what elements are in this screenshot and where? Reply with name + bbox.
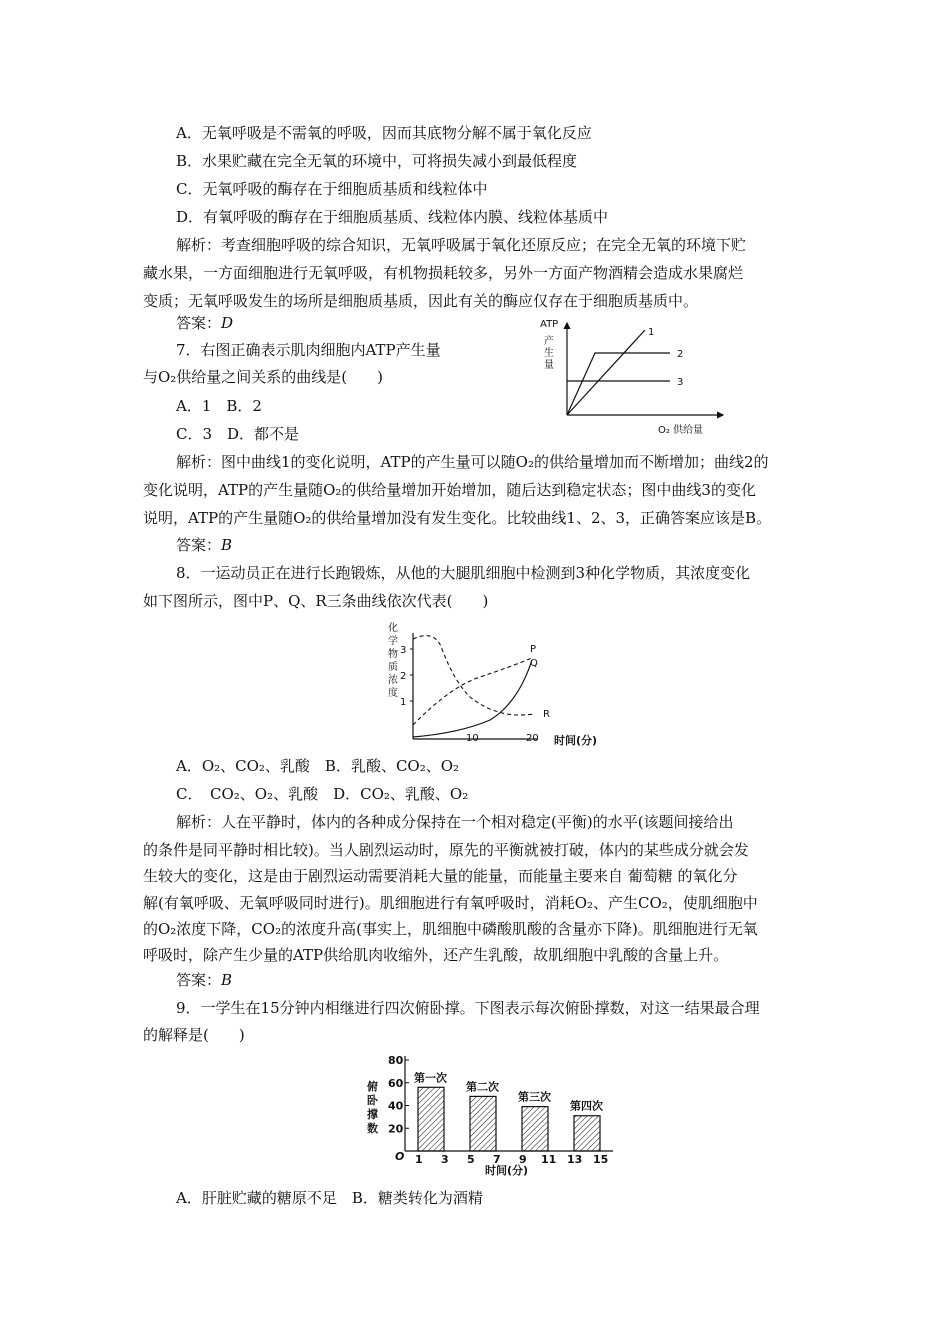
curve-label-r: R: [543, 709, 550, 720]
y-axis-label: 量: [544, 360, 554, 371]
answer-label: 答案：: [176, 971, 222, 989]
y-tick-label: 60: [388, 1076, 404, 1090]
x-tick-label: 15: [593, 1153, 609, 1166]
q7-question-line: 与O₂供给量之间关系的曲线是( ): [143, 368, 384, 386]
y-axis-label-char: 卧: [367, 1094, 378, 1107]
q8-analysis-line: 呼吸时，除产生少量的ATP供给肌肉收缩外，还产生乳酸，故肌细胞中乳酸的含量上升。: [143, 946, 729, 964]
q8-analysis-line: 解(有氧呼吸、无氧呼吸同时进行)。肌细胞进行有氧呼吸时，消耗O₂、产生CO₂，使肌细胞中: [143, 894, 758, 912]
q7-analysis-line: 变化说明，ATP的产生量随O₂的供给量增加开始增加，随后达到稳定状态；图中曲线3的变化: [143, 481, 756, 499]
answer-value: B: [221, 971, 233, 989]
q6-option-a: A．无氧呼吸是不需氧的呼吸，因而其底物分解不属于氧化反应: [176, 124, 592, 142]
x-axis-label: 时间(分): [485, 1164, 529, 1177]
y-tick-label: 40: [388, 1099, 404, 1113]
q6-analysis-line: 藏水果，一方面细胞进行无氧呼吸，有机物损耗较多，另外一方面产物酒精会造成水果腐烂: [143, 264, 744, 282]
bar-4: [574, 1116, 600, 1151]
curve-label-2: 2: [677, 349, 684, 360]
y-tick-label: 3: [400, 645, 407, 656]
y-axis-label: 度: [388, 688, 398, 699]
q9-question-line: 9．一学生在15分钟内相继进行四次俯卧撑。下图表示每次俯卧撑数，对这一结果最合理: [176, 999, 760, 1017]
pushup-bar-chart: [355, 1048, 635, 1180]
y-axis-label: 产: [544, 336, 554, 347]
q8-question-line: 8．一运动员正在进行长跑锻炼，从他的大腿肌细胞中检测到3种化学物质，其浓度变化: [176, 564, 751, 582]
q9-options: A．肝脏贮藏的糖原不足 B．糖类转化为酒精: [176, 1189, 483, 1207]
q8-analysis-line: 的条件是同平静时相比较)。当人剧烈运动时，原先的平衡就被打破，体内的某些成分就会发: [143, 841, 749, 859]
x-tick-label: 5: [467, 1153, 475, 1166]
q8-answer: [176, 970, 232, 990]
x-tick-label: 3: [441, 1153, 449, 1166]
y-tick-label: 2: [400, 671, 407, 682]
y-axis-label: 生: [544, 348, 554, 359]
q7-options: A．1 B．2: [176, 397, 262, 415]
q7-question-line: 7．右图正确表示肌肉细胞内ATP产生量: [176, 341, 441, 359]
y-axis-label: 质: [388, 662, 398, 673]
concentration-figure: [350, 615, 630, 750]
x-tick-label: 20: [526, 733, 539, 744]
y-tick-label: 20: [388, 1122, 404, 1136]
q8-options: C． CO₂、O₂、乳酸 D．CO₂、乳酸、O₂: [176, 785, 469, 803]
answer-value: D: [221, 314, 234, 332]
answer-label: 答案：: [176, 314, 222, 332]
y-axis-label: 物: [388, 649, 398, 660]
answer-value: B: [221, 536, 233, 554]
q7-answer: [176, 535, 232, 555]
q7-analysis-line: 解析：图中曲线1的变化说明，ATP的产生量可以随O₂的供给量增加而不断增加；曲线2的: [176, 453, 769, 471]
q9-question-line: 的解释是( ): [143, 1026, 245, 1044]
x-tick-label: 9: [519, 1153, 527, 1166]
q6-analysis-line: 变质；无氧呼吸发生的场所是细胞质基质，因此有关的酶应仅存在于细胞质基质中。: [143, 292, 699, 310]
q8-analysis-line: 生较大的变化，这是由于剧烈运动需要消耗大量的能量，而能量主要来自 葡萄糖 的氧化分: [143, 867, 738, 885]
x-axis-label: 时间(分): [554, 734, 598, 747]
y-axis-label-char: 数: [367, 1122, 378, 1135]
q8-analysis-line: 的O₂浓度下降，CO₂的浓度升高(事实上，肌细胞中磷酸肌酸的含量亦下降)。肌细胞进行无氧: [143, 920, 758, 938]
bar-1: [418, 1087, 444, 1151]
y-axis-label: 学: [388, 636, 398, 647]
curve-q: [413, 658, 532, 725]
bar-3: [522, 1107, 548, 1151]
x-tick-label: 13: [567, 1153, 583, 1166]
bar-label-4: 第四次: [570, 1099, 603, 1113]
q6-option-c: C．无氧呼吸的酶存在于细胞质基质和线粒体中: [176, 180, 488, 198]
curve-r: [413, 636, 535, 715]
bar-label-2: 第二次: [466, 1080, 499, 1094]
y-axis-label-char: 撑: [367, 1108, 378, 1121]
x-axis-label: O₂ 供给量: [658, 425, 704, 436]
q8-question-line: 如下图所示，图中P、Q、R三条曲线依次代表( ): [143, 592, 489, 610]
x-tick-label: 7: [493, 1153, 501, 1166]
x-tick-label: 11: [541, 1153, 557, 1166]
q7-analysis-line: 说明，ATP的产生量随O₂的供给量增加没有发生变化。比较曲线1、2、3，正确答案应该是B。: [143, 509, 772, 527]
y-axis-label: 化: [388, 623, 398, 634]
y-axis-label-char: 俯: [367, 1080, 378, 1093]
x-tick-label: 1: [415, 1153, 423, 1166]
origin-label: O: [395, 1150, 405, 1163]
y-tick-label: 80: [388, 1054, 404, 1067]
curve-label-q: Q: [530, 658, 538, 669]
q6-option-d: D．有氧呼吸的酶存在于细胞质基质、线粒体内膜、线粒体基质中: [176, 208, 609, 226]
x-tick-label: 10: [466, 733, 479, 744]
q6-analysis-line: 解析：考查细胞呼吸的综合知识，无氧呼吸属于氧化还原反应；在完全无氧的环境下贮: [176, 236, 747, 254]
y-tick-label: 1: [400, 697, 407, 708]
bar-2: [470, 1096, 496, 1151]
curve-label-3: 3: [677, 377, 684, 388]
bar-label-3: 第三次: [518, 1090, 551, 1104]
q8-analysis-line: 解析：人在平静时，体内的各种成分保持在一个相对稳定(平衡)的水平(该题间接给出: [176, 813, 734, 831]
bar-label-1: 第一次: [414, 1071, 447, 1085]
atp-o2-figure: [530, 315, 730, 440]
curve-2: [567, 353, 670, 415]
answer-label: 答案：: [176, 536, 222, 554]
q6-option-b: B．水果贮藏在完全无氧的环境中，可将损失减小到最低程度: [176, 152, 578, 170]
q7-options: C．3 D．都不是: [176, 425, 300, 443]
curve-1: [567, 330, 645, 415]
curve-label-1: 1: [648, 327, 655, 338]
curve-label-p: P: [530, 644, 537, 655]
y-axis-label: ATP: [540, 319, 559, 330]
q8-options: A．O₂、CO₂、乳酸 B．乳酸、CO₂、O₂: [176, 757, 460, 775]
y-axis-label: 浓: [388, 675, 398, 686]
q6-answer: [176, 313, 233, 333]
